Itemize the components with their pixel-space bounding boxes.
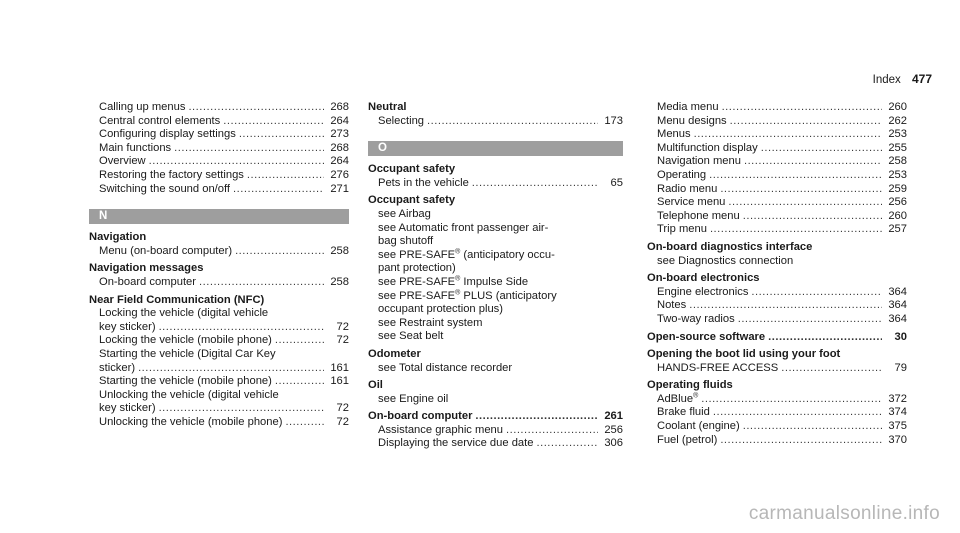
page-ref: 72 <box>336 402 349 415</box>
entry-label: Open-source software <box>647 330 766 343</box>
entry-text <box>99 348 276 360</box>
index-heading <box>368 348 623 362</box>
leader-dots <box>223 115 324 129</box>
leader-dots <box>713 406 882 420</box>
index-heading <box>647 272 907 286</box>
index-heading <box>368 379 623 393</box>
entry-text <box>99 183 230 197</box>
leader-dots <box>199 276 324 290</box>
leader-dots <box>751 286 882 300</box>
entry-text <box>378 424 503 438</box>
page-ref: 30 <box>894 330 907 343</box>
entry-label: Unlocking the vehicle (mobile phone) <box>99 415 283 428</box>
entry-text <box>99 128 236 142</box>
entry-label: Brake fluid <box>657 406 710 419</box>
leader-dots <box>285 416 324 430</box>
leader-dots <box>159 321 324 335</box>
entry-label: Operating <box>657 168 707 181</box>
entry-label: Coolant (engine) <box>657 420 740 433</box>
page-ref: 253 <box>888 128 907 141</box>
index-reference <box>368 317 623 331</box>
leader-dots <box>701 393 882 407</box>
entry-text <box>657 362 778 376</box>
index-subentry <box>89 128 349 142</box>
index-subentry <box>89 183 349 197</box>
entry-text <box>99 416 282 430</box>
index-subentry <box>89 321 349 335</box>
entry-text <box>657 393 698 407</box>
entry-text <box>657 196 725 210</box>
entry-text <box>378 303 503 315</box>
entry-text <box>657 406 710 420</box>
index-subentry <box>368 115 623 129</box>
leader-dots <box>239 128 324 142</box>
entry-text <box>99 245 232 259</box>
entry-text <box>368 348 421 360</box>
entry-label: On-board electronics <box>647 272 760 285</box>
index-heading <box>89 294 349 308</box>
entry-label: Near Field Communication (NFC) <box>89 293 265 306</box>
index-reference <box>368 303 623 317</box>
leader-dots <box>247 169 324 183</box>
entry-label: Starting the vehicle (mobile phone) <box>99 375 272 388</box>
page-ref: 374 <box>888 406 907 419</box>
entry-text <box>378 115 424 129</box>
entry-text <box>99 276 196 290</box>
leader-dots <box>235 245 324 259</box>
entry-label: sticker) <box>99 361 136 374</box>
leader-dots <box>159 402 324 416</box>
entry-label: Switching the sound on/off <box>99 182 231 195</box>
entry-label: Pets in the vehicle <box>378 176 469 189</box>
leader-dots <box>689 299 882 313</box>
entry-label-tail: Impulse Side <box>460 275 529 288</box>
leader-dots <box>174 142 324 156</box>
entry-label: Locking the vehicle (mobile phone) <box>99 334 272 347</box>
entry-label: Two-way radios <box>657 312 735 325</box>
index-heading <box>368 194 623 208</box>
index-heading <box>647 348 907 362</box>
entry-label: see PRE-SAFE <box>378 248 456 261</box>
index-subentry <box>647 115 907 129</box>
page-ref: 261 <box>604 410 623 423</box>
entry-text <box>99 321 156 335</box>
entry-label: see Airbag <box>378 207 431 220</box>
entry-label: Occupant safety <box>368 163 456 176</box>
entry-text <box>89 231 146 243</box>
index-column-1 <box>89 101 349 429</box>
entry-text <box>647 241 812 253</box>
entry-label: Occupant safety <box>368 194 456 207</box>
entry-text <box>99 101 185 115</box>
registered-mark: ® <box>693 392 699 400</box>
leader-dots <box>728 196 882 210</box>
index-reference <box>368 235 623 249</box>
entry-label: Opening the boot lid using your foot <box>647 348 841 361</box>
entry-text <box>378 317 482 329</box>
leader-dots <box>694 128 882 142</box>
entry-text <box>368 194 455 206</box>
entry-text <box>378 276 528 288</box>
registered-mark: ® <box>455 248 461 256</box>
page-ref: 65 <box>610 176 623 189</box>
entry-text <box>647 272 760 284</box>
leader-dots <box>506 424 598 438</box>
entry-text <box>657 115 727 129</box>
entry-text <box>657 299 686 313</box>
page-ref: 268 <box>330 141 349 154</box>
index-subentry <box>89 101 349 115</box>
entry-label-tail: (anticipatory occu- <box>460 248 555 261</box>
entry-text <box>99 115 220 129</box>
registered-mark: ® <box>455 275 461 283</box>
leader-dots <box>472 177 598 191</box>
index-subentry <box>647 420 907 434</box>
entry-label: bag shutoff <box>378 235 434 248</box>
entry-text <box>368 379 383 391</box>
index-reference <box>647 255 907 269</box>
entry-text <box>368 163 455 175</box>
leader-dots <box>427 115 598 129</box>
index-subentry <box>89 155 349 169</box>
index-subentry <box>89 169 349 183</box>
page-ref: 264 <box>330 114 349 127</box>
entry-text <box>378 262 456 274</box>
index-reference <box>368 222 623 236</box>
index-letter-heading: N <box>89 209 349 224</box>
leader-dots <box>720 434 882 448</box>
index-subentry <box>647 142 907 156</box>
entry-text <box>657 128 691 142</box>
index-heading <box>89 231 349 245</box>
entry-label: Displaying the service due date <box>378 437 534 450</box>
page-ref: 72 <box>336 415 349 428</box>
page-ref: 257 <box>888 223 907 236</box>
leader-dots <box>149 155 324 169</box>
index-subentry <box>647 299 907 313</box>
leader-dots <box>738 313 882 327</box>
entry-text <box>657 313 735 327</box>
entry-text <box>99 142 171 156</box>
entry-label: Notes <box>657 299 687 312</box>
entry-text <box>378 222 548 234</box>
leader-dots <box>743 210 882 224</box>
index-subentry <box>647 406 907 420</box>
page-ref: 364 <box>888 285 907 298</box>
entry-label: Locking the vehicle (digital vehicle <box>99 307 269 320</box>
registered-mark: ® <box>455 288 461 296</box>
entry-text <box>368 410 472 424</box>
entry-label: Neutral <box>368 101 407 113</box>
entry-label: see PRE-SAFE <box>378 289 456 302</box>
index-subentry <box>89 276 349 290</box>
page-ref: 375 <box>888 420 907 433</box>
entry-text <box>99 402 156 416</box>
entry-label: see Restraint system <box>378 316 483 329</box>
index-reference <box>368 290 623 304</box>
watermark: carmanualsonline.info <box>748 503 940 524</box>
index-heading <box>89 262 349 276</box>
index-subentry <box>647 434 907 448</box>
entry-text <box>378 393 448 405</box>
index-subentry <box>647 313 907 327</box>
page-ref: 271 <box>330 182 349 195</box>
entry-text <box>99 155 146 169</box>
leader-dots <box>475 410 598 424</box>
leader-dots <box>233 183 324 197</box>
index-reference <box>89 389 349 403</box>
leader-dots <box>720 183 882 197</box>
index-subentry <box>647 183 907 197</box>
page-ref: 173 <box>604 114 623 127</box>
entry-text <box>657 223 707 237</box>
leader-dots <box>536 437 598 451</box>
entry-label: Engine electronics <box>657 285 749 298</box>
page-ref: 260 <box>888 209 907 222</box>
entry-label: key sticker) <box>99 320 156 333</box>
entry-label: Multifunction display <box>657 141 758 154</box>
entry-text <box>657 434 717 448</box>
index-subentry <box>89 416 349 430</box>
index-reference <box>368 249 623 263</box>
page-ref: 276 <box>330 168 349 181</box>
entry-label: Media menu <box>657 101 719 113</box>
index-subentry <box>89 402 349 416</box>
index-heading <box>647 379 907 393</box>
page-ref: 72 <box>336 334 349 347</box>
page-ref: 268 <box>330 101 349 113</box>
entry-label: Navigation <box>89 231 147 244</box>
entry-label: AdBlue <box>657 392 694 405</box>
entry-text <box>99 334 272 348</box>
entry-label: On-board diagnostics interface <box>647 240 813 253</box>
page-ref: 260 <box>888 101 907 113</box>
leader-dots <box>709 169 882 183</box>
page-ref: 258 <box>330 244 349 257</box>
entry-text <box>657 101 719 115</box>
index-subentry <box>89 142 349 156</box>
index-subentry <box>647 210 907 224</box>
page-ref: 273 <box>330 128 349 141</box>
entry-text <box>378 330 443 342</box>
entry-text <box>657 286 748 300</box>
entry-label: On-board computer <box>99 275 197 288</box>
index-column-2 <box>368 101 623 451</box>
leader-dots <box>743 420 882 434</box>
entry-label: see Seat belt <box>378 330 444 343</box>
entry-text <box>647 331 765 345</box>
leader-dots <box>768 331 882 345</box>
entry-label: Assistance graphic menu <box>378 423 503 436</box>
entry-label: Main functions <box>99 141 172 154</box>
index-subentry <box>89 115 349 129</box>
leader-dots <box>761 142 882 156</box>
entry-label-tail: PLUS (anticipatory <box>460 289 557 302</box>
leader-dots <box>730 115 882 129</box>
index-subentry <box>647 101 907 115</box>
index-subentry <box>647 223 907 237</box>
entry-label: Starting the vehicle (Digital Car Key <box>99 347 276 360</box>
page-number: 477 <box>911 72 932 86</box>
page-ref: 255 <box>888 141 907 154</box>
index-subentry <box>647 155 907 169</box>
entry-label: see Automatic front passenger air- <box>378 221 549 234</box>
entry-label: Overview <box>99 155 146 168</box>
index-subentry <box>647 362 907 376</box>
entry-label: Menu (on-board computer) <box>99 244 233 257</box>
page-ref: 370 <box>888 433 907 446</box>
index-heading <box>368 410 623 424</box>
index-subentry <box>368 437 623 451</box>
page-ref: 161 <box>330 361 349 374</box>
page-ref: 161 <box>330 375 349 388</box>
index-heading <box>368 163 623 177</box>
entry-label: Calling up menus <box>99 101 186 113</box>
page-ref: 258 <box>888 155 907 168</box>
page-ref: 262 <box>888 114 907 127</box>
entry-text <box>368 101 407 113</box>
page-ref: 79 <box>894 361 907 374</box>
index-reference <box>368 276 623 290</box>
leader-dots <box>188 101 324 115</box>
page-ref: 306 <box>604 437 623 450</box>
index-subentry <box>647 393 907 407</box>
index-subentry <box>89 334 349 348</box>
index-reference <box>368 362 623 376</box>
index-subentry <box>89 362 349 376</box>
entry-text <box>89 294 264 306</box>
entry-text <box>99 375 272 389</box>
index-subentry <box>647 286 907 300</box>
page-ref: 72 <box>336 320 349 333</box>
entry-text <box>657 420 740 434</box>
entry-label: key sticker) <box>99 402 156 415</box>
index-heading <box>647 331 907 345</box>
leader-dots <box>275 334 324 348</box>
entry-text <box>99 389 279 401</box>
entry-label: Unlocking the vehicle (digital vehicle <box>99 388 279 401</box>
section-label: Index <box>872 74 901 86</box>
entry-text <box>89 262 203 274</box>
index-subentry <box>647 196 907 210</box>
entry-text <box>647 348 840 360</box>
index-reference <box>368 208 623 222</box>
entry-text <box>657 183 717 197</box>
entry-text <box>378 177 469 191</box>
entry-label: see PRE-SAFE <box>378 275 456 288</box>
page-ref: 364 <box>888 312 907 325</box>
index-subentry <box>368 177 623 191</box>
entry-label: Selecting <box>378 114 425 127</box>
entry-label: Oil <box>368 379 383 392</box>
index-reference <box>368 262 623 276</box>
entry-label: Central control elements <box>99 114 221 127</box>
entry-label: occupant protection plus) <box>378 303 504 316</box>
page-ref: 256 <box>888 196 907 209</box>
page-ref: 364 <box>888 299 907 312</box>
page-ref: 264 <box>330 155 349 168</box>
entry-label: Service menu <box>657 196 726 209</box>
entry-text <box>99 362 135 376</box>
page-ref: 372 <box>888 392 907 405</box>
leader-dots <box>781 362 882 376</box>
entry-text <box>378 249 555 261</box>
page-header <box>873 72 932 86</box>
entry-label: Operating fluids <box>647 379 733 392</box>
entry-label: Menus <box>657 128 691 141</box>
entry-text <box>99 169 244 183</box>
index-subentry <box>368 424 623 438</box>
entry-text <box>657 142 758 156</box>
entry-text <box>647 379 733 391</box>
entry-label: see Engine oil <box>378 392 449 405</box>
leader-dots <box>138 362 324 376</box>
entry-text <box>378 208 431 220</box>
entry-label: Trip menu <box>657 223 707 236</box>
entry-text <box>378 235 433 247</box>
entry-text <box>378 290 557 302</box>
entry-text <box>657 255 793 267</box>
entry-label: see Total distance recorder <box>378 361 513 374</box>
entry-text <box>99 307 268 319</box>
entry-label: Odometer <box>368 347 421 360</box>
entry-label: Configuring display settings <box>99 128 236 141</box>
index-subentry <box>647 128 907 142</box>
entry-label: see Diagnostics connection <box>657 254 794 267</box>
index-reference <box>368 330 623 344</box>
index-heading <box>368 101 623 115</box>
page-ref: 256 <box>604 423 623 436</box>
entry-label: HANDS-FREE ACCESS <box>657 361 779 374</box>
entry-label: Telephone menu <box>657 209 740 222</box>
leader-dots <box>710 223 882 237</box>
entry-label: Navigation messages <box>89 262 204 275</box>
entry-label: Fuel (petrol) <box>657 433 718 446</box>
index-heading <box>647 241 907 255</box>
index-reference <box>89 348 349 362</box>
entry-label: Menu designs <box>657 114 727 127</box>
entry-label: pant protection) <box>378 262 456 275</box>
entry-text <box>657 169 706 183</box>
leader-dots <box>744 155 882 169</box>
page-ref: 253 <box>888 168 907 181</box>
index-letter-heading: O <box>368 141 623 156</box>
entry-text <box>378 437 533 451</box>
index-column-3 <box>647 101 907 447</box>
entry-text <box>657 210 740 224</box>
entry-label: Restoring the factory settings <box>99 168 244 181</box>
entry-label: Radio menu <box>657 182 718 195</box>
index-subentry <box>89 245 349 259</box>
index-reference <box>89 307 349 321</box>
index-subentry <box>89 375 349 389</box>
page-ref: 259 <box>888 182 907 195</box>
leader-dots <box>275 375 324 389</box>
entry-text <box>378 362 512 374</box>
leader-dots <box>722 101 882 115</box>
index-subentry <box>647 169 907 183</box>
entry-label: Navigation menu <box>657 155 741 168</box>
page-ref: 258 <box>330 275 349 288</box>
index-reference <box>368 393 623 407</box>
entry-label: On-board computer <box>368 410 473 423</box>
entry-text <box>657 155 741 169</box>
